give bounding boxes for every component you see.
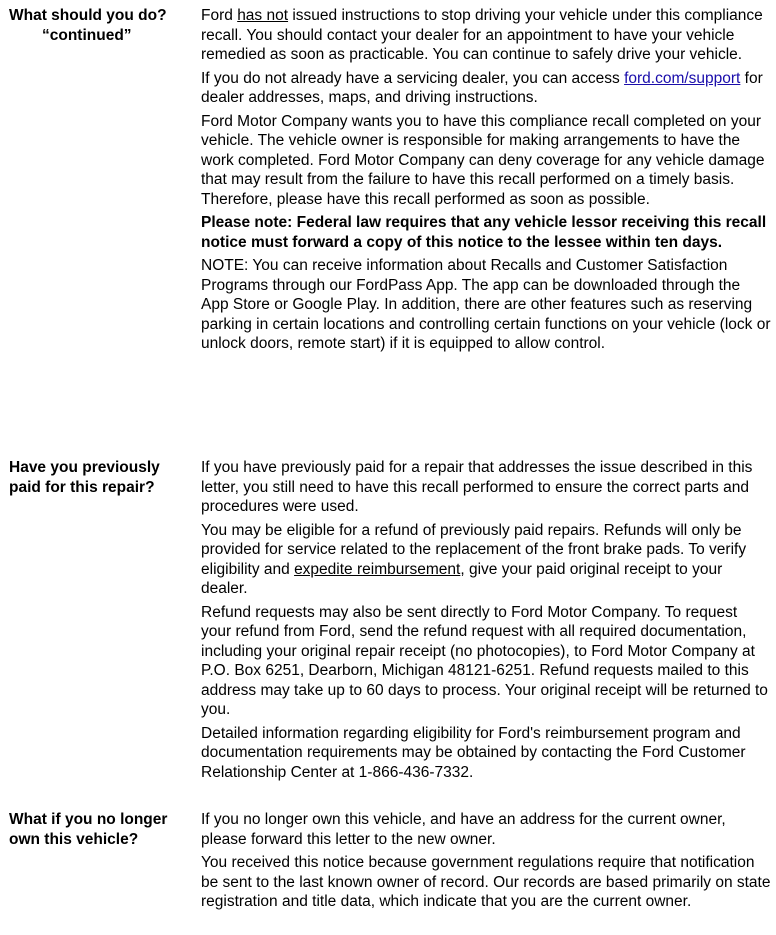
- answer-block: [201, 458, 771, 786]
- fordpass-note: NOTE: You can receive information about Recalls and Customer Satisfaction Programs through our FordPass App. The app can be downloaded through the App Store or Google Play. In addition, there are other features such as reserving parking in certain locations and controlling certain functions on your vehicle (lock or unlock doors, remote start) if it is equipped to allow control.: [201, 257, 771, 352]
- paragraph: You received this notice because government regulations require that notification be sent to the last known owner of record. Our records are based primarily on state registration and title data, which indicate that you are the current owner.: [201, 854, 771, 910]
- emphasis-underline: expedite reimbursement: [294, 560, 461, 578]
- paragraph: If you no longer own this vehicle, and have an address for the current owner, please forward this letter to the new owner.: [201, 811, 726, 848]
- paragraph: Detailed information regarding eligibility for Ford's reimbursement program and documentation requirements may be obtained by contacting the Ford Customer Relationship Center at 1-866-436-7332.: [201, 724, 746, 781]
- text: for dealer addresses, maps, and driving instructions.: [201, 69, 763, 106]
- text: You may be eligible for a refund of previously paid repairs. Refunds will only be provided for service related to the replacement of the front brake pads. To verify eligibility and: [201, 521, 747, 578]
- text: Ford: [201, 7, 238, 24]
- emphasis-underline: has not: [237, 7, 289, 24]
- question-heading: What if you no longer own this vehicle?: [9, 811, 168, 848]
- question-heading: Have you previously paid for this repair?: [9, 459, 160, 496]
- question-text: What should you do?: [9, 7, 167, 24]
- answer-block: [201, 810, 771, 916]
- paragraph: Refund requests may also be sent directly to Ford Motor Company. To request your refund from Ford, send the refund request with all required documentation, including your original repair receipt (no photocopies), to Ford Motor Company at P.O. Box 6251, Dearborn, Michigan 48121-6251. Refund requests mailed to this address may take up to 60 days to process. Your original receipt will be returned to you.: [201, 603, 768, 718]
- text: If you do not already have a servicing dealer, you can access: [201, 69, 625, 87]
- ford-support-link[interactable]: ford.com/support: [624, 69, 741, 87]
- text: , give your paid original receipt to your dealer.: [201, 560, 723, 597]
- paragraph: [201, 521, 771, 599]
- paragraph: Ford Motor Company wants you to have this compliance recall completed on your vehicle. The vehicle owner is responsible for making arrangements to have the work completed. Ford Motor Company can deny coverage for any vehicle damage that may result from the failure to have this recall performed on a timely basis. Therefore, please have this recall performed as soon as possible.: [201, 112, 765, 208]
- paragraph: [201, 6, 771, 65]
- text: issued instructions to stop driving your vehicle under this compliance recall. You should contact your dealer for an appointment to have your vehicle remedied as soon as practicable. You can continue to safely drive your vehicle.: [201, 7, 763, 63]
- question-continued: “continued”: [42, 26, 132, 44]
- federal-law-note: Please note: Federal law requires that any vehicle lessor receiving this recall notice must forward a copy of this notice to the lessee within ten days.: [201, 214, 767, 251]
- answer-block: [201, 6, 771, 358]
- question-heading: [9, 6, 194, 45]
- paragraph: If you have previously paid for a repair that addresses the issue described in this letter, you still need to have this recall performed to ensure the correct parts and procedures were used.: [201, 459, 753, 515]
- paragraph: [201, 69, 771, 108]
